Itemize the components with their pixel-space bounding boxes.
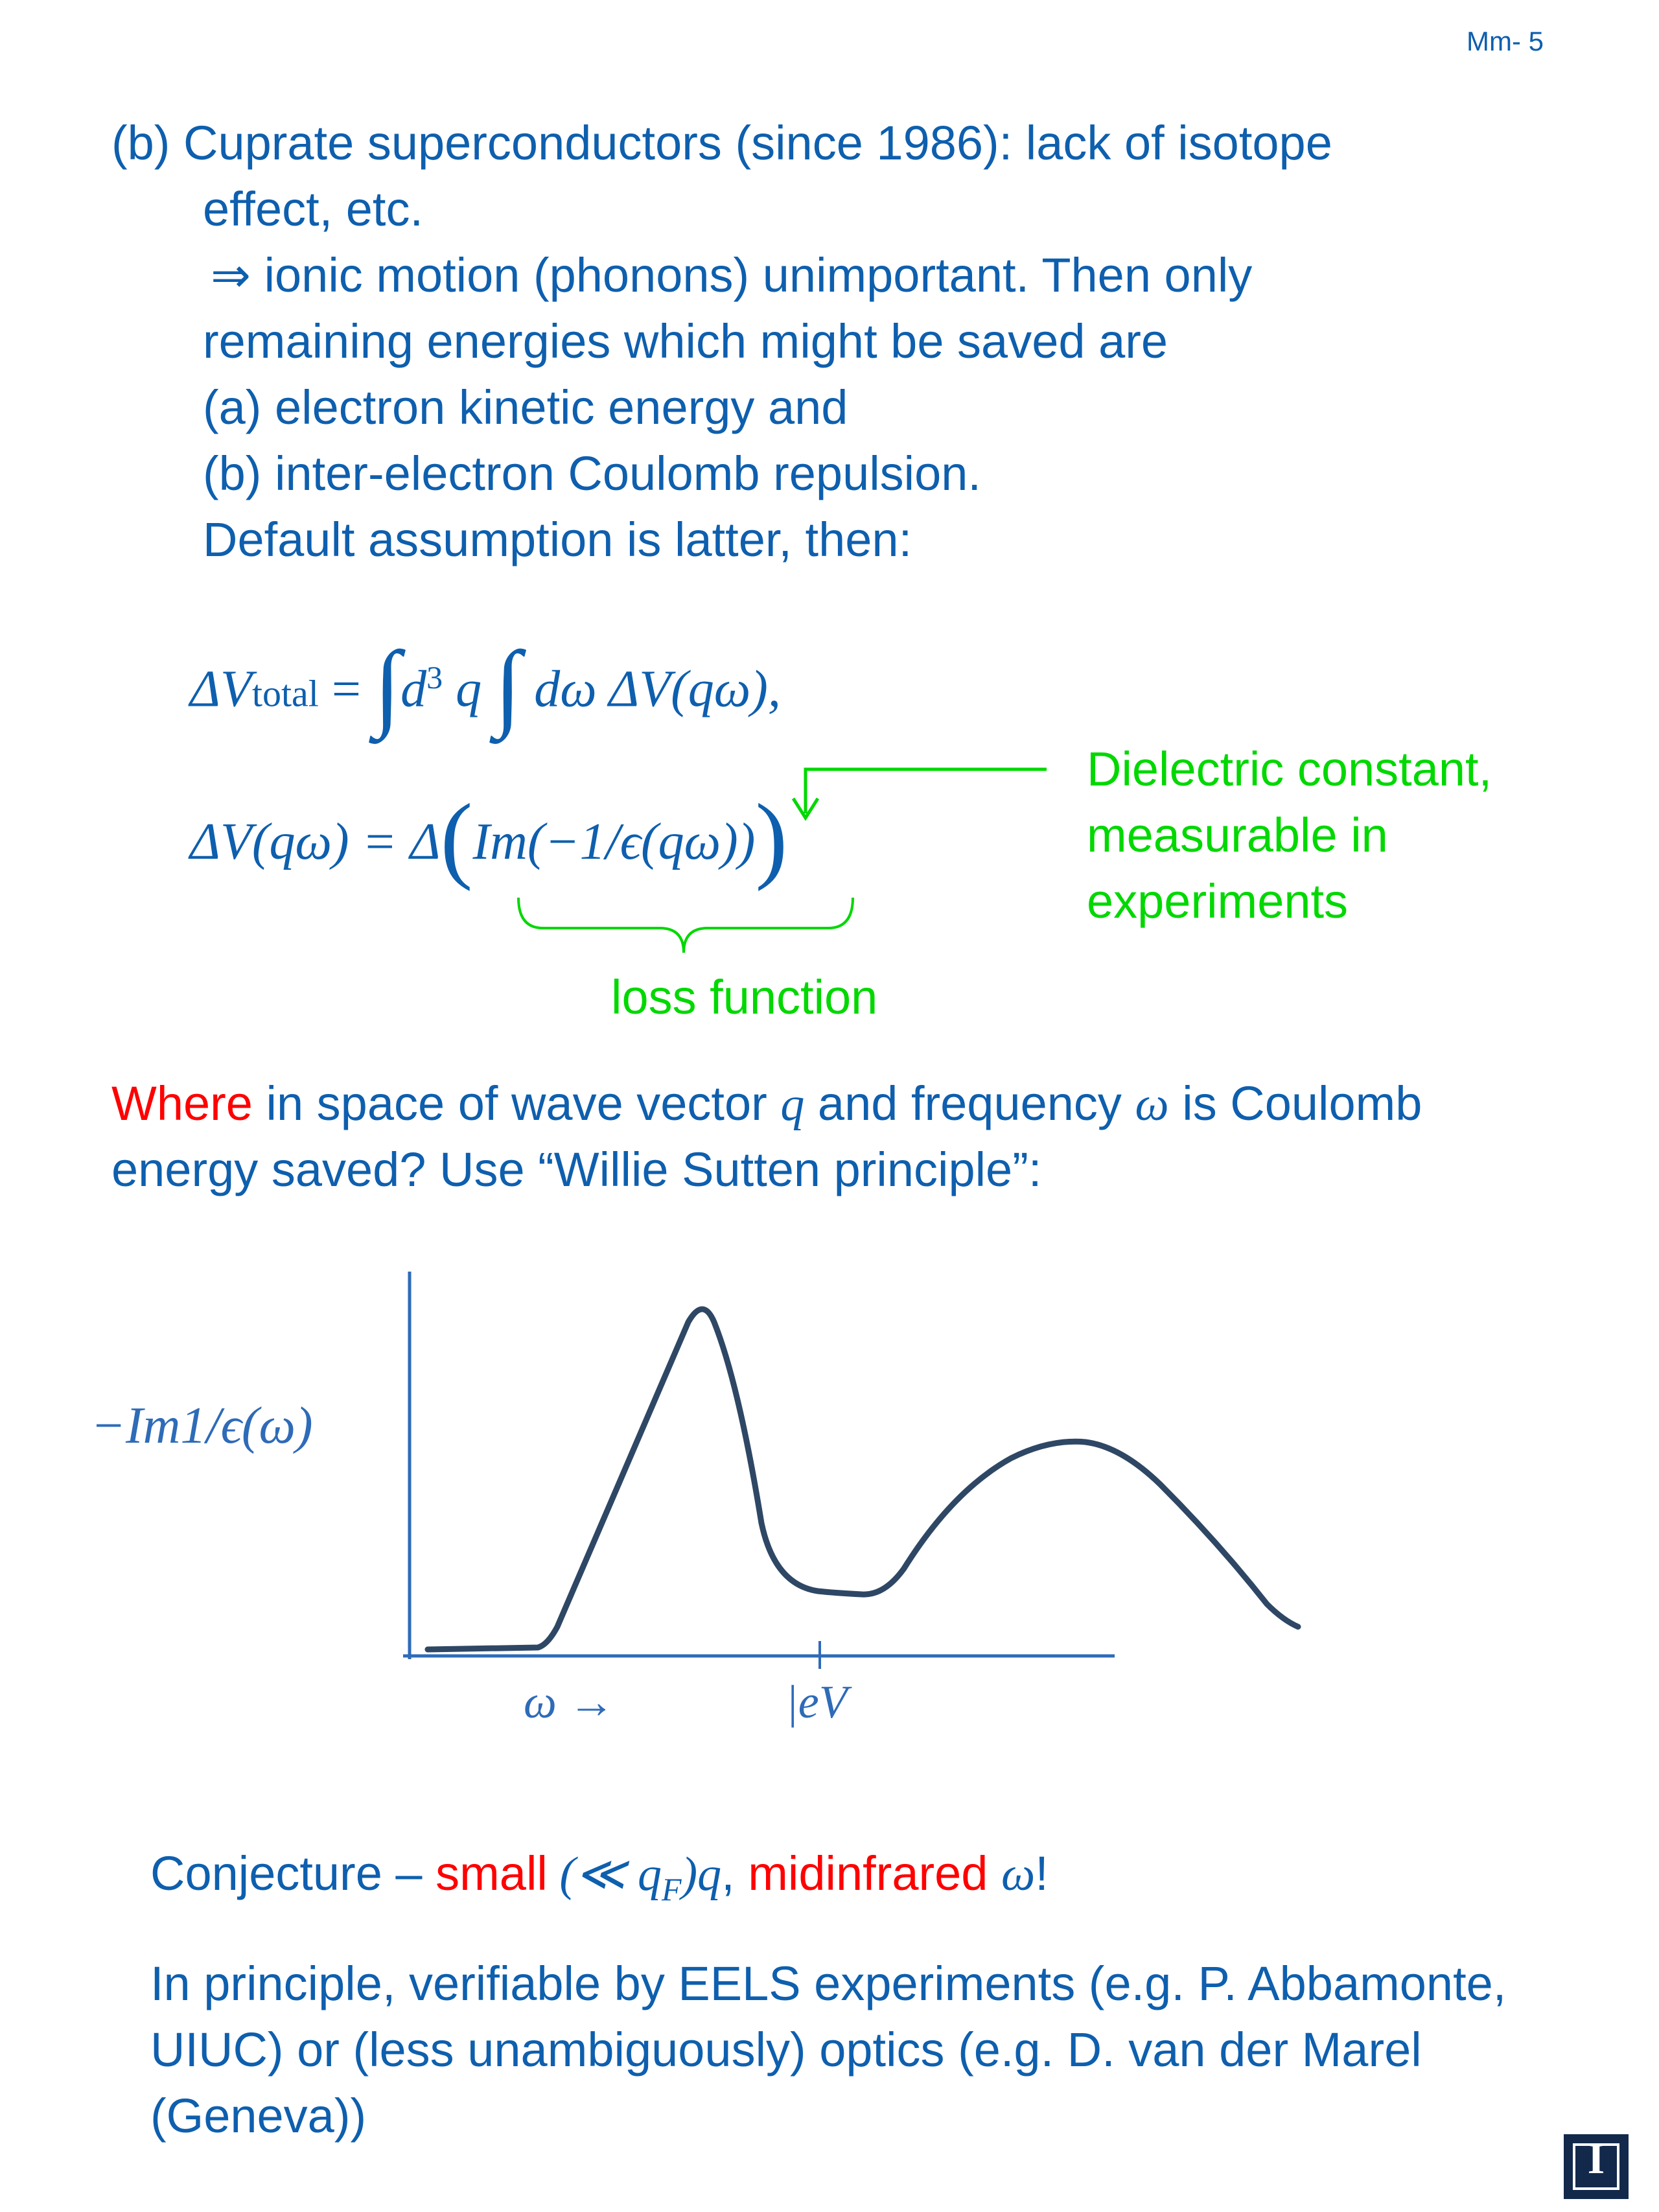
intro-line-7: Default assumption is latter, then:: [203, 513, 912, 566]
conjecture-subscript: F: [661, 1870, 682, 1907]
intro-line-1: (b) Cuprate superconductors (since 1986): lack of isotope: [111, 116, 1332, 170]
question-omega: ω: [1135, 1078, 1169, 1131]
conjecture-math-2: )q: [681, 1848, 722, 1901]
conjecture-midinfrared: midinfrared: [734, 1846, 1001, 1900]
graph-x-label-omega: ω →: [524, 1676, 615, 1728]
intro-line-6: (b) inter-electron Coulomb repulsion.: [203, 447, 981, 500]
eq1-equals: =: [318, 660, 375, 718]
conjecture-small: small: [435, 1846, 548, 1900]
closing-line-3: (Geneva)): [150, 2089, 367, 2143]
eq1-lhs: ΔV: [190, 660, 252, 718]
graph-y-label: −Im1/ϵ(ω): [91, 1397, 313, 1454]
eq1-superscript: 3: [426, 659, 443, 695]
question-q: q: [780, 1078, 805, 1131]
dielectric-label-2: measurable in: [1087, 808, 1388, 862]
conjecture-omega: ω: [1001, 1848, 1036, 1901]
eq1-d: d: [400, 660, 427, 718]
eq2-close-paren: ): [755, 784, 788, 892]
eq1-rest: dω ΔV(qω),: [521, 660, 781, 718]
closing-line-1: In principle, verifiable by EELS experiments (e.g. P. Abbamonte,: [150, 1957, 1507, 2010]
eq2-open-paren: (: [440, 784, 473, 892]
conjecture-math-1: (≪ q: [547, 1848, 662, 1901]
graph-x-label-ev: |eV: [785, 1676, 848, 1728]
dielectric-label-1: Dielectric constant,: [1087, 742, 1492, 796]
conjecture-comma: ,: [721, 1846, 735, 1900]
intro-line-3: ⇒ ionic motion (phonons) unimportant. Then only: [211, 248, 1253, 302]
integral-sign-1: ∫: [374, 631, 401, 739]
question-text-c: is Coulomb: [1168, 1077, 1422, 1130]
closing-line-2: UIUC) or (less unambiguously) optics (e.g. D. van der Marel: [150, 2023, 1422, 2077]
eq2-lhs: ΔV(qω) = Δ: [190, 813, 441, 870]
dielectric-label-3: experiments: [1087, 874, 1349, 928]
university-logo-icon: [1564, 2134, 1629, 2199]
page-label: Mm- 5: [1467, 26, 1544, 56]
eq2-body: Im(−1/ϵ(qω)): [472, 813, 756, 870]
question-text-a: in space of wave vector: [252, 1077, 781, 1130]
question-line-2: energy saved? Use “Willie Sutten principle”:: [111, 1143, 1042, 1196]
graph-curve: [428, 1309, 1298, 1649]
eq1-q: q: [443, 660, 495, 718]
integral-sign-2: ∫: [494, 631, 522, 739]
where-highlight: Where: [111, 1077, 253, 1130]
conjecture-line: [150, 1841, 1049, 1922]
question-text-b: and frequency: [804, 1077, 1135, 1130]
eq1-subscript: total: [251, 672, 319, 715]
loss-function-label: loss function: [611, 970, 878, 1024]
intro-line-2: effect, etc.: [203, 182, 424, 236]
intro-line-5: (a) electron kinetic energy and: [203, 380, 848, 434]
logo-letter: I: [1587, 2134, 1605, 2183]
conjecture-bang: !: [1035, 1846, 1049, 1900]
conjecture-lead: Conjecture –: [150, 1846, 436, 1900]
intro-line-4: remaining energies which might be saved are: [203, 314, 1168, 368]
